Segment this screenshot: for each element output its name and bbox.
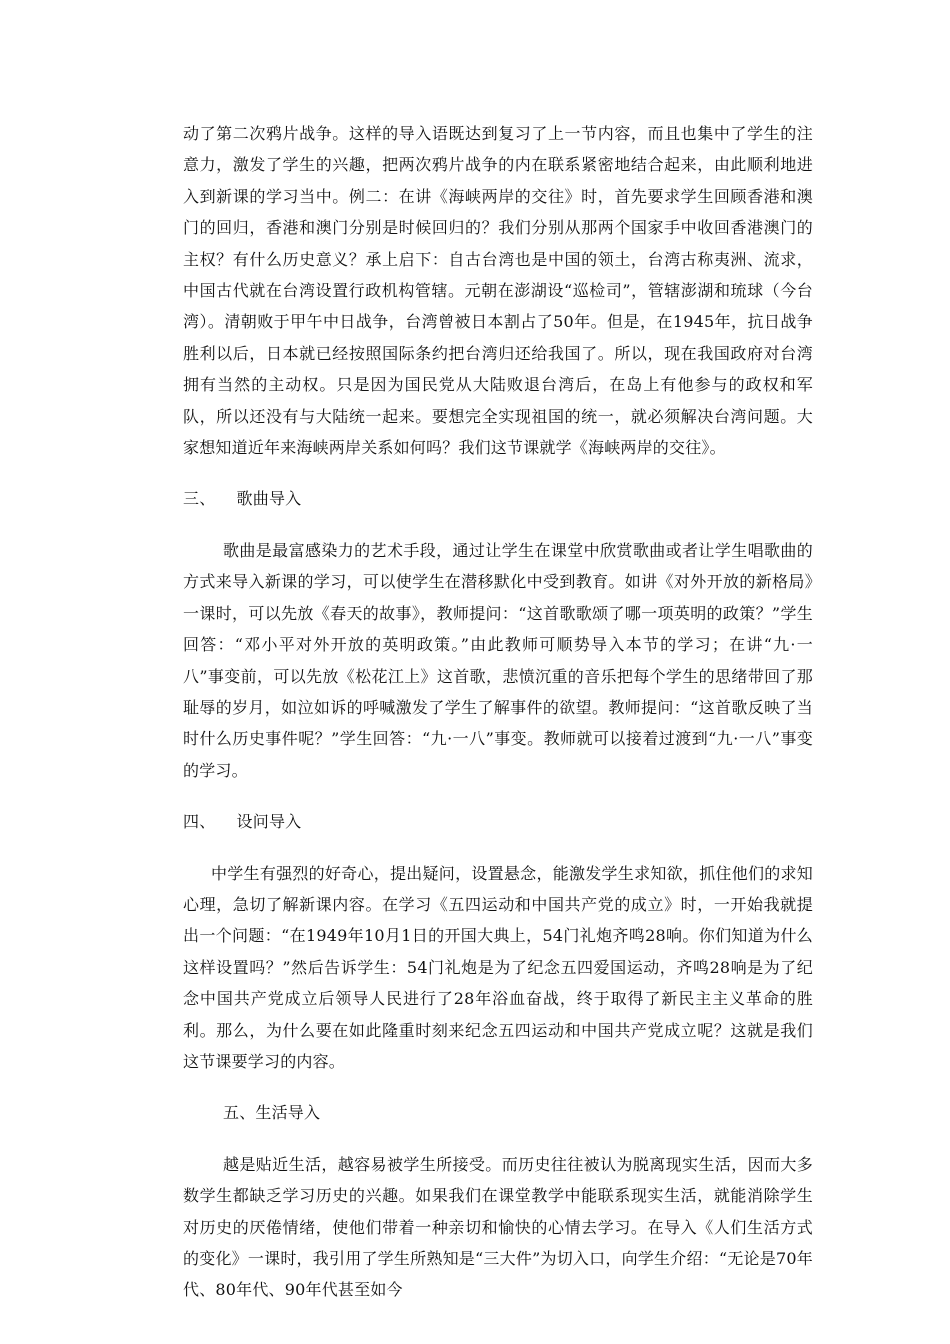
section-heading-4: 四、 设问导入 <box>183 812 302 832</box>
paragraph-intro: 动了第二次鸦片战争。这样的导入语既达到复习了上一节内容，而且也集中了学生的注意力，激发了学生的兴趣，把两次鸦片战争的内在联系紧密地结合起来，由此顺利地进入到新课的学习当中。例二：在讲《海峡两岸的交往》时，首先要求学生回顾香港和澳门的回归，香港和澳门分别是时候回归的？我们分别从那两个国家手中收回香港澳门的主权？有什么历史意义？承上启下：自古台湾也是中国的领土，台湾古称夷洲、流求，中国古代就在台湾设置行政机构管辖。元朝在澎湖设“巡检司”，管辖澎湖和琉球（今台湾）。清朝败于甲午中日战争，台湾曾被日本割占了50年。但是，在1945年，抗日战争胜利以后，日本就已经按照国际条约把台湾归还给我国了。所以，现在我国政府对台湾拥有当然的主动权。只是因为国民党从大陆败退台湾后，在岛上有他参与的政权和军队，所以还没有与大陆统一起来。要想完全实现祖国的统一，就必须解决台湾问题。大家想知道近年来海峡两岸关系如何吗？我们这节课就学《海峡两岸的交往》。 <box>183 124 813 458</box>
section-heading-3: 三、 歌曲导入 <box>183 489 302 509</box>
section-heading-5: 五、生活导入 <box>223 1103 321 1123</box>
document-page <box>183 118 813 1306</box>
paragraph-life-intro: 越是贴近生活，越容易被学生所接受。而历史往往被认为脱离现实生活，因而大多数学生都缺乏学习历史的兴趣。如果我们在课堂教学中能联系现实生活，就能消除学生对历史的厌倦情绪，使他们带着一种亲切和愉快的心情去学习。在导入《人们生活方式的变化》一课时，我引用了学生所熟知是“三大件”为切入口，向学生介绍：“无论是70年代、80年代、90年代甚至如今 <box>183 1154 813 1300</box>
paragraph-question-intro: 中学生有强烈的好奇心，提出疑问，设置悬念，能激发学生求知欲，抓住他们的求知心理，急切了解新课内容。在学习《五四运动和中国共产党的成立》时，一开始我就提出一个问题：“在1949年10月1日的开国大典上，54门礼炮齐鸣28响。你们知道为什么这样设置吗？”然后告诉学生：54门礼炮是为了纪念五四爱国运动，齐鸣28响是为了纪念中国共产党成立后领导人民进行了28年浴血奋战，终于取得了新民主主义革命的胜利。那么，为什么要在如此隆重时刻来纪念五四运动和中国共产党成立呢？这就是我们这节课要学习的内容。 <box>183 863 813 1071</box>
paragraph-song-intro: 歌曲是最富感染力的艺术手段，通过让学生在课堂中欣赏歌曲或者让学生唱歌曲的方式来导入新课的学习，可以使学生在潜移默化中受到教育。如讲《对外开放的新格局》一课时，可以先放《春天的故事》，教师提问：“这首歌歌颂了哪一项英明的政策？”学生回答：“邓小平对外开放的英明政策。”由此教师可顺势导入本节的学习；在讲“九·一八”事变前，可以先放《松花江上》这首歌，悲愤沉重的音乐把每个学生的思绪带回了那耻辱的岁月，如泣如诉的呼喊激发了学生了解事件的欲望。教师提问：“这首歌反映了当时什么历史事件呢？”学生回答：“九·一八”事变。教师就可以接着过渡到“九·一八”事变的学习。 <box>183 540 813 780</box>
